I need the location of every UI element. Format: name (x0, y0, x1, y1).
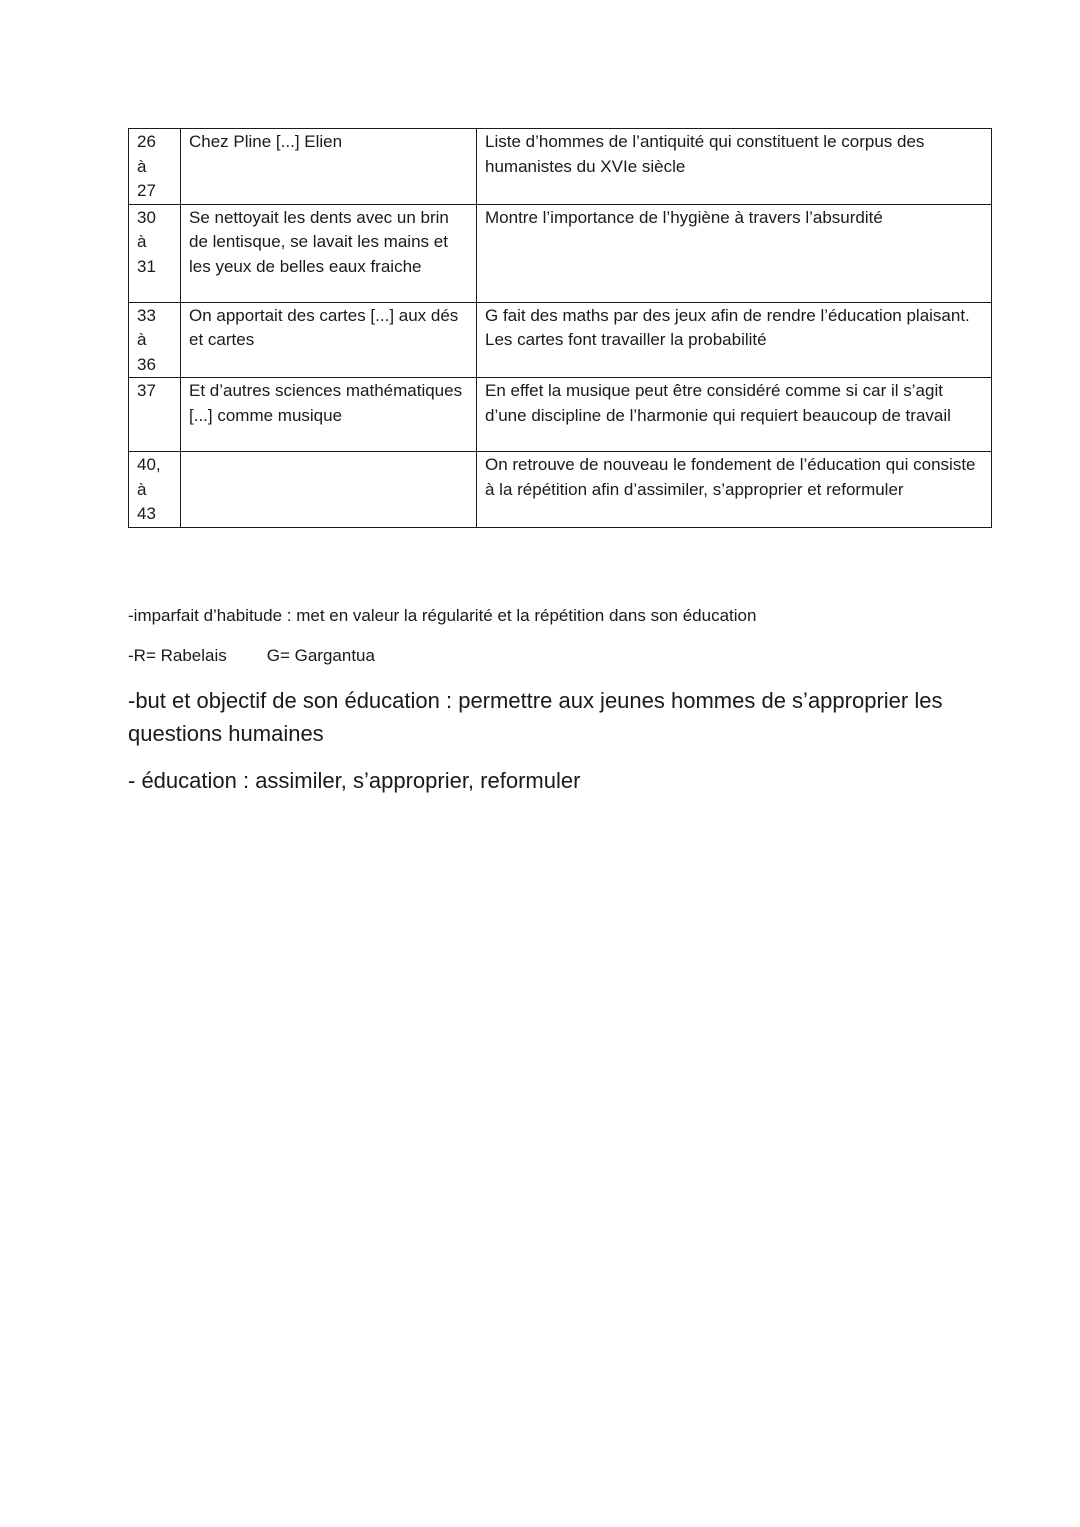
note-imparfait: -imparfait d’habitude : met en valeur la régularité et la répétition dans son éducation (128, 606, 757, 625)
line-range-cell: 37 (129, 378, 181, 452)
table-row (129, 204, 992, 302)
notes-section (128, 604, 1008, 811)
legend-rabelais: -R= Rabelais (128, 646, 227, 665)
quote-cell (181, 452, 477, 528)
table-row (129, 302, 992, 378)
comment-cell: On retrouve de nouveau le fondement de l’éducation qui consiste à la répétition afin d’assimiler, s’approprier et reformuler (477, 452, 992, 528)
line-range-cell: 33 à 36 (129, 302, 181, 378)
comment-cell: Montre l’importance de l’hygiène à travers l’absurdité (477, 204, 992, 302)
comment-cell: G fait des maths par des jeux afin de rendre l’éducation plaisant. Les cartes font travailler la probabilité (477, 302, 992, 378)
note-legend (128, 644, 1008, 668)
legend-gargantua: G= Gargantua (266, 646, 375, 665)
analysis-table (128, 128, 992, 528)
comment-cell: En effet la musique peut être considéré comme si car il s’agit d’une discipline de l’harmonie qui requiert beaucoup de travail (477, 378, 992, 452)
line-range-cell: 30 à 31 (129, 204, 181, 302)
quote-cell: Chez Pline [...] Elien (181, 129, 477, 205)
quote-cell: Se nettoyait les dents avec un brin de lentisque, se lavait les mains et les yeux de belles eaux fraiche (181, 204, 477, 302)
line-range-cell: 40, à 43 (129, 452, 181, 528)
quote-cell: On apportait des cartes [...] aux dés et cartes (181, 302, 477, 378)
comment-cell: Liste d’hommes de l’antiquité qui constituent le corpus des humanistes du XVIe siècle (477, 129, 992, 205)
line-range-cell: 26 à 27 (129, 129, 181, 205)
note-education: - éducation : assimiler, s’approprier, reformuler (128, 768, 581, 793)
note-but-objectif: -but et objectif de son éducation : permettre aux jeunes hommes de s’approprier les questions humaines (128, 688, 943, 746)
table-row (129, 378, 992, 452)
table-row (129, 452, 992, 528)
table-row (129, 129, 992, 205)
quote-cell: Et d’autres sciences mathématiques [...] comme musique (181, 378, 477, 452)
